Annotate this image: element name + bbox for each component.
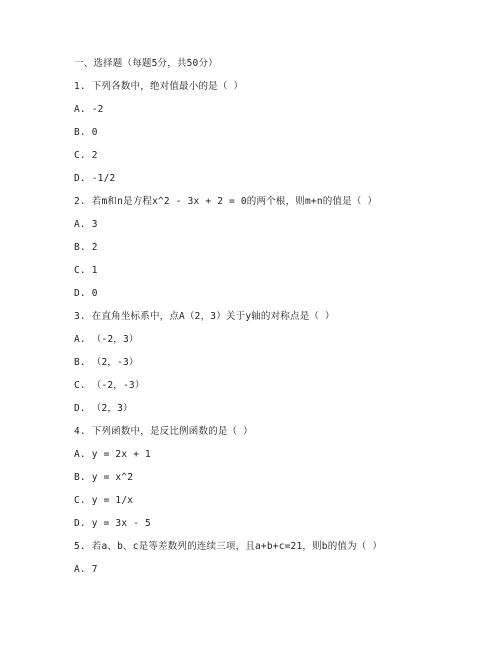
question-4-stem: 4. 下列函数中，是反比例函数的是（ ） xyxy=(74,426,253,437)
question-1-option-d: D. -1/2 xyxy=(74,173,116,184)
question-1-option-a: A. -2 xyxy=(74,104,104,115)
question-1-stem: 1. 下列各数中，绝对值最小的是（ ） xyxy=(74,81,244,92)
question-5-option-a: A. 7 xyxy=(74,564,98,575)
question-2-option-c: C. 1 xyxy=(74,265,98,276)
question-3-option-b: B. （2，-3） xyxy=(74,357,139,368)
question-4-option-d: D. y = 3x - 5 xyxy=(74,518,151,529)
section-title: 一、选择题（每题5分，共50分） xyxy=(74,58,218,69)
question-4-option-a: A. y = 2x + 1 xyxy=(74,449,151,460)
question-2-stem: 2. 若m和n是方程x^2 - 3x + 2 = 0的两个根，则m+n的值是（ ） xyxy=(74,196,378,207)
question-5-stem: 5. 若a、b、c是等差数列的连续三项，且a+b+c=21，则b的值为（ ） xyxy=(74,541,383,552)
question-4-option-b: B. y = x^2 xyxy=(74,472,134,483)
question-2-option-a: A. 3 xyxy=(74,219,98,230)
question-1-option-c: C. 2 xyxy=(74,150,98,161)
question-3-option-c: C. （-2，-3） xyxy=(74,380,145,391)
question-3-option-a: A. （-2，3） xyxy=(74,334,139,345)
question-4-option-c: C. y = 1/x xyxy=(74,495,134,506)
question-2-option-b: B. 2 xyxy=(74,242,98,253)
question-3-option-d: D. （2，3） xyxy=(74,403,133,414)
question-3-stem: 3. 在直角坐标系中，点A（2，3）关于y轴的对称点是（ ） xyxy=(74,311,335,322)
question-1-option-b: B. 0 xyxy=(74,127,98,138)
question-2-option-d: D. 0 xyxy=(74,288,98,299)
